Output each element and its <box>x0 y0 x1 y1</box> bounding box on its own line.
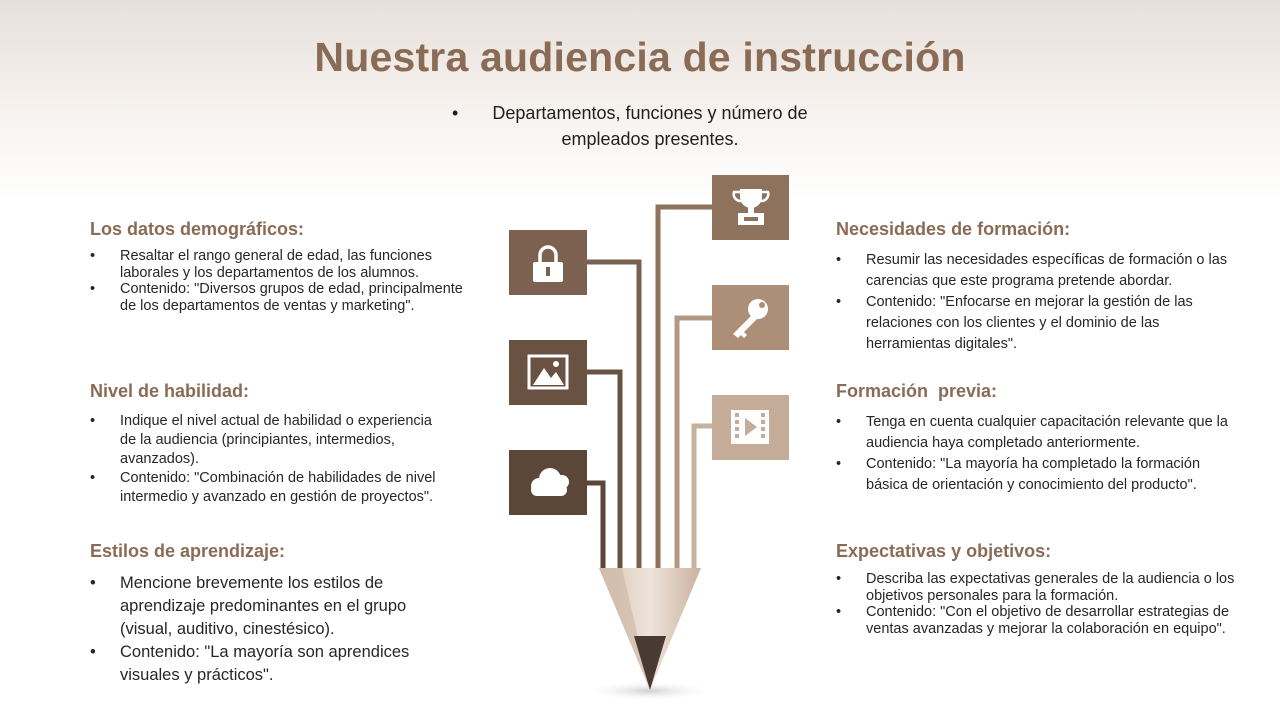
bullet-item: • Contenido: "Enfocarse en mejorar la gestión de las relaciones con los clientes y el dominio de las herramientas digitales". <box>836 292 1236 355</box>
bullet-item: • Resaltar el rango general de edad, las funciones laborales y los departamentos de los alumnos. <box>90 248 470 281</box>
trophy-tile <box>712 175 789 240</box>
bullet-item: • Mencione brevemente los estilos de aprendizaje predominantes en el grupo (visual, auditivo, cinestésico). <box>90 572 440 641</box>
section-heading: Necesidades de formación: <box>836 219 1071 239</box>
image-tile <box>509 340 587 405</box>
bullet-dot: • <box>452 103 459 123</box>
video-icon <box>731 410 769 444</box>
section-prior-training <box>836 381 1241 496</box>
section-training-needs <box>836 219 1236 355</box>
cloud-tile <box>509 450 587 515</box>
key-tile <box>712 285 789 350</box>
bullet-item: • Tenga en cuenta cualquier capacitación relevante que la audiencia haya completado anteriormente. <box>836 412 1241 454</box>
lock-tile <box>509 230 587 295</box>
section-heading: Nivel de habilidad: <box>90 381 250 401</box>
video-tile <box>712 395 789 460</box>
connector-lines <box>566 207 712 570</box>
page-title: Nuestra audiencia de instrucción <box>314 34 966 80</box>
intro-text <box>440 100 840 152</box>
bullet-item: • Contenido: "Diversos grupos de edad, principalmente de los departamentos de ventas y marketing". <box>90 281 470 314</box>
section-expectations <box>836 541 1241 637</box>
section-heading: Expectativas y objetivos: <box>836 541 1052 561</box>
bullet-item: • Contenido: "Combinación de habilidades de nivel intermedio y avanzado en gestión de proyectos". <box>90 469 450 507</box>
section-heading: Estilos de aprendizaje: <box>90 541 286 561</box>
section-skill-level <box>90 381 450 507</box>
bullet-item: • Describa las expectativas generales de la audiencia o los objetivos personales para la formación. <box>836 571 1241 604</box>
pencil-diagram <box>490 165 810 705</box>
bullet-item: • Resumir las necesidades específicas de formación o las carencias que este programa pretende abordar. <box>836 250 1236 292</box>
bullet-item: • Indique el nivel actual de habilidad o experiencia de la audiencia (principiantes, intermedios, avanzados). <box>90 412 450 469</box>
bullet-item: • Contenido: "La mayoría ha completado la formación básica de orientación y conocimiento del producto". <box>836 454 1241 496</box>
bullet-item: • Contenido: "Con el objetivo de desarrollar estrategias de ventas avanzadas y mejorar la colaboración en equipo". <box>836 604 1241 637</box>
section-heading: Los datos demográficos: <box>90 219 305 239</box>
bullet-item: • Contenido: "La mayoría son aprendices visuales y prácticos". <box>90 641 440 687</box>
intro-label: Departamentos, funciones y número de empleados presentes. <box>492 103 808 149</box>
section-demographics <box>90 219 470 314</box>
section-learning-styles <box>90 541 440 687</box>
section-heading: Formación previa: <box>836 381 998 401</box>
